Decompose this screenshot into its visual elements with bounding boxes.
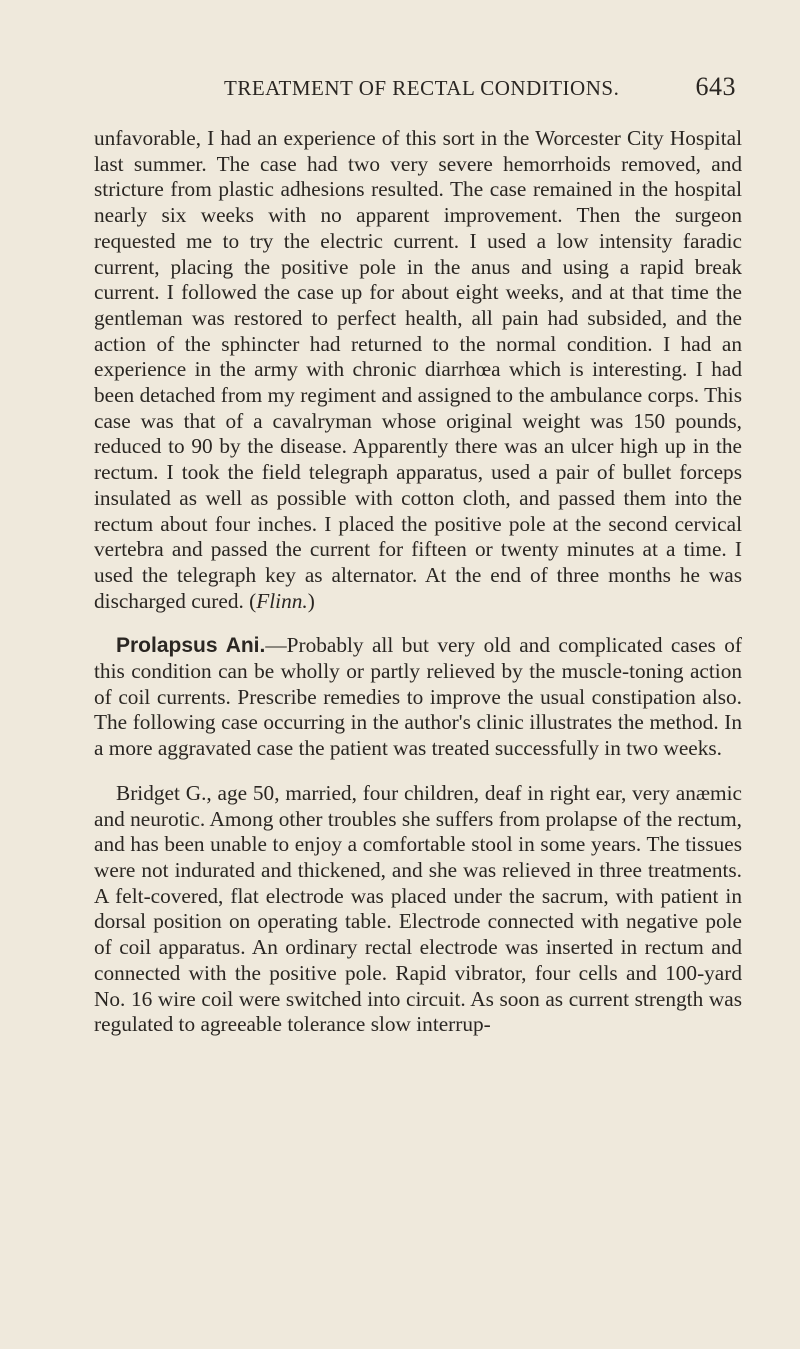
- paragraph-continuation: [94, 126, 742, 614]
- body-text: [94, 126, 742, 1038]
- paragraph-text: —Probably all but very old and complicated cases of this condition can be wholly or partly relieved by the muscle-toning action of coil currents. Prescribe remedies to improve the usual constipation also. The following case occurring in the author's clinic illustrates the method. In a more aggravated case the patient was treated successfully in two weeks.: [94, 633, 742, 761]
- citation-author: Flinn.: [256, 588, 308, 613]
- citation-close-paren: ): [307, 588, 315, 613]
- paragraph-case-report: [94, 781, 742, 1038]
- citation-open-paren: (: [249, 588, 257, 613]
- paragraph-text: unfavorable, I had an experience of this sort in the Worcester City Hospital last summer. The case had two very severe hemorrhoids removed, and stricture from plastic adhesions resulted. The case remained in the hospital nearly six weeks with no apparent improvement. Then the surgeon requested me to try the electric current. I used a low intensity faradic current, placing the positive pole in the anus and using a rapid break current. I followed the case up for about eight weeks, and at that time the gentleman was restored to perfect health, all pain had subsided, and the action of the sphincter had returned to the normal condition. I had an experience in the army with chronic diarrhœa which is interesting. I had been detached from my regiment and assigned to the ambulance corps. This case was that of a cavalryman whose original weight was 150 pounds, reduced to 90 by the disease. Apparently there was an ulcer high up in the rectum. I took the field telegraph apparatus, used a pair of bullet forceps insulated as well as possible with cotton cloth, and passed them into the rectum about four inches. I placed the positive pole at the second cervical vertebra and passed the current for fifteen or twenty minutes at a time. I used the telegraph key as alternator. At the end of three months he was discharged cured.: [94, 126, 742, 613]
- section-heading: Prolapsus Ani.: [116, 634, 266, 658]
- page-number: 643: [695, 72, 736, 101]
- page-header: [224, 70, 744, 110]
- paragraph-prolapsus-ani: [94, 633, 742, 762]
- paragraph-text: Bridget G., age 50, married, four children, deaf in right ear, very anæmic and neurotic. Among other troubles she suffers from prolapse of the rectum, and has been unable to enjoy a comfortable stool in some years. The tissues were not indurated and thickened, and she was relieved in three treatments. A felt-covered, flat electrode was placed under the sacrum, with patient in dorsal position on operating table. Electrode connected with negative pole of coil apparatus. An ordinary rectal electrode was inserted in rectum and connected with the positive pole. Rapid vibrator, four cells and 100-yard No. 16 wire coil were switched into circuit. As soon as current strength was regulated to agreeable tolerance slow interrup-: [94, 780, 742, 1037]
- running-head: TREATMENT OF RECTAL CONDITIONS.: [224, 76, 620, 100]
